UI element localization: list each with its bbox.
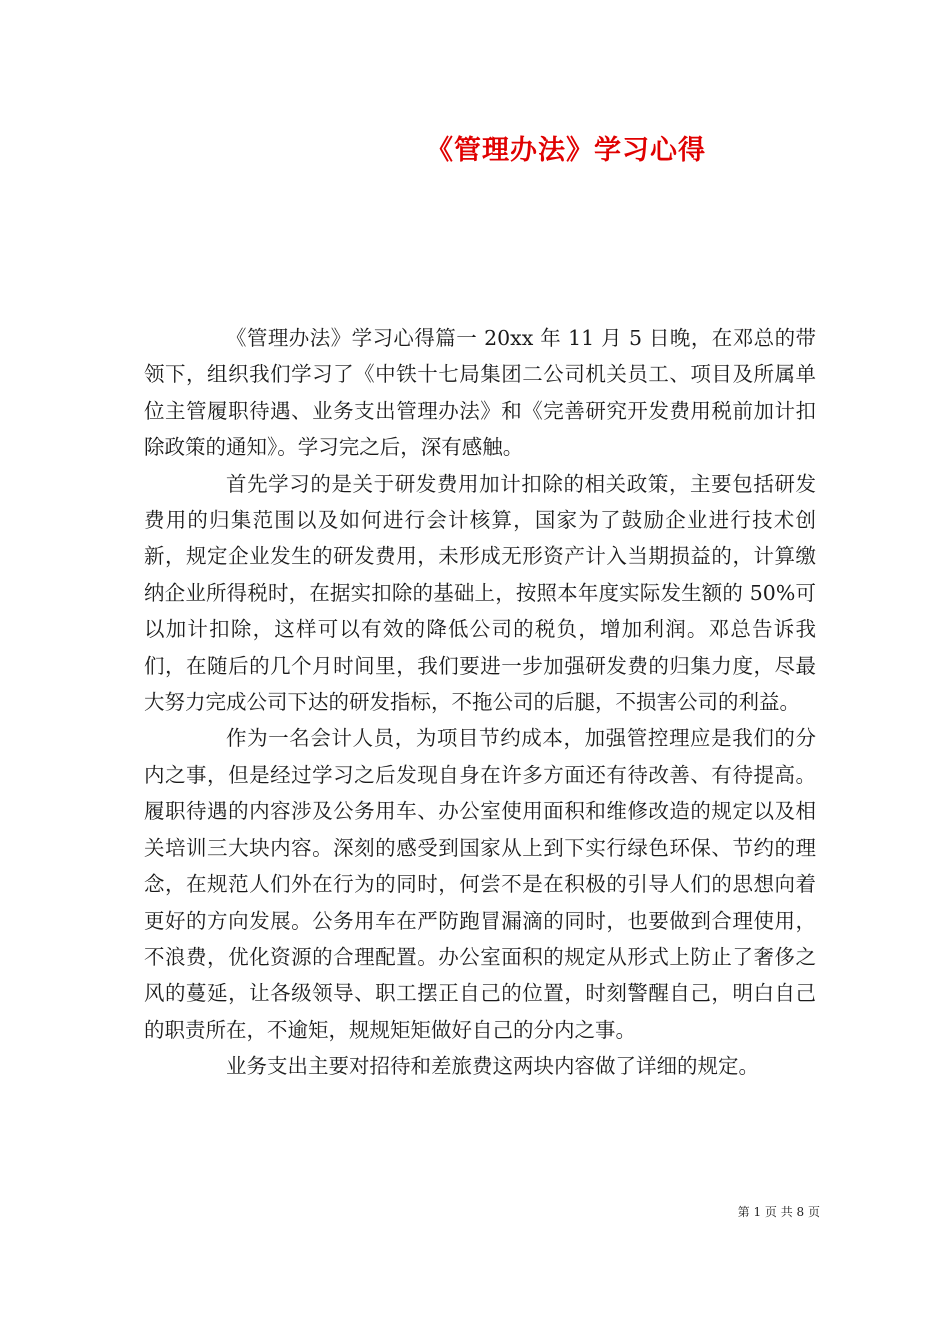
paragraph: 作为一名会计人员，为项目节约成本，加强管控理应是我们的分内之事，但是经过学习之后发现自身在许多方面还有待改善、有待提高。履职待遇的内容涉及公务用车、办公室使用面积和维修改造的规定以及相关培训三大块内容。深刻的感受到国家从上到下实行绿色环保、节约的理念，在规范人们外在行为的同时，何尝不是在积极的引导人们的思想向着更好的方向发展。公务用车在严防跑冒漏滴的同时，也要做到合理使用，不浪费，优化资源的合理配置。办公室面积的规定从形式上防止了奢侈之风的蔓延，让各级领导、职工摆正自己的位置，时刻警醒自己，明白自己的职责所在，不逾矩，规规矩矩做好自己的分内之事。 (144, 726, 816, 1042)
document-title: 《管理办法》学习心得 (426, 135, 706, 166)
document-body (144, 320, 816, 1085)
paragraph: 首先学习的是关于研发费用加计扣除的相关政策，主要包括研发费用的归集范围以及如何进行会计核算，国家为了鼓励企业进行技术创新，规定企业发生的研发费用，未形成无形资产计入当期损益的，计算缴纳企业所得税时，在据实扣除的基础上，按照本年度实际发生额的 50%可以加计扣除，这样可以有效的降低公司的税负，增加利润。邓总告诉我们，在随后的几个月时间里，我们要进一步加强研发费的归集力度，尽最大努力完成公司下达的研发指标，不拖公司的后腿，不损害公司的利益。 (144, 471, 816, 715)
paragraph: 《管理办法》学习心得篇一 20xx 年 11 月 5 日晚，在邓总的带领下，组织我们学习了《中铁十七局集团二公司机关员工、项目及所属单位主管履职待遇、业务支出管理办法》和《完善研究开发费用税前加计扣除政策的通知》。学习完之后，深有感触。 (144, 326, 816, 460)
paragraph: 业务支出主要对招待和差旅费这两块内容做了详细的规定。 (226, 1054, 759, 1079)
page-number: 第 1 页 共 8 页 (737, 1205, 820, 1219)
